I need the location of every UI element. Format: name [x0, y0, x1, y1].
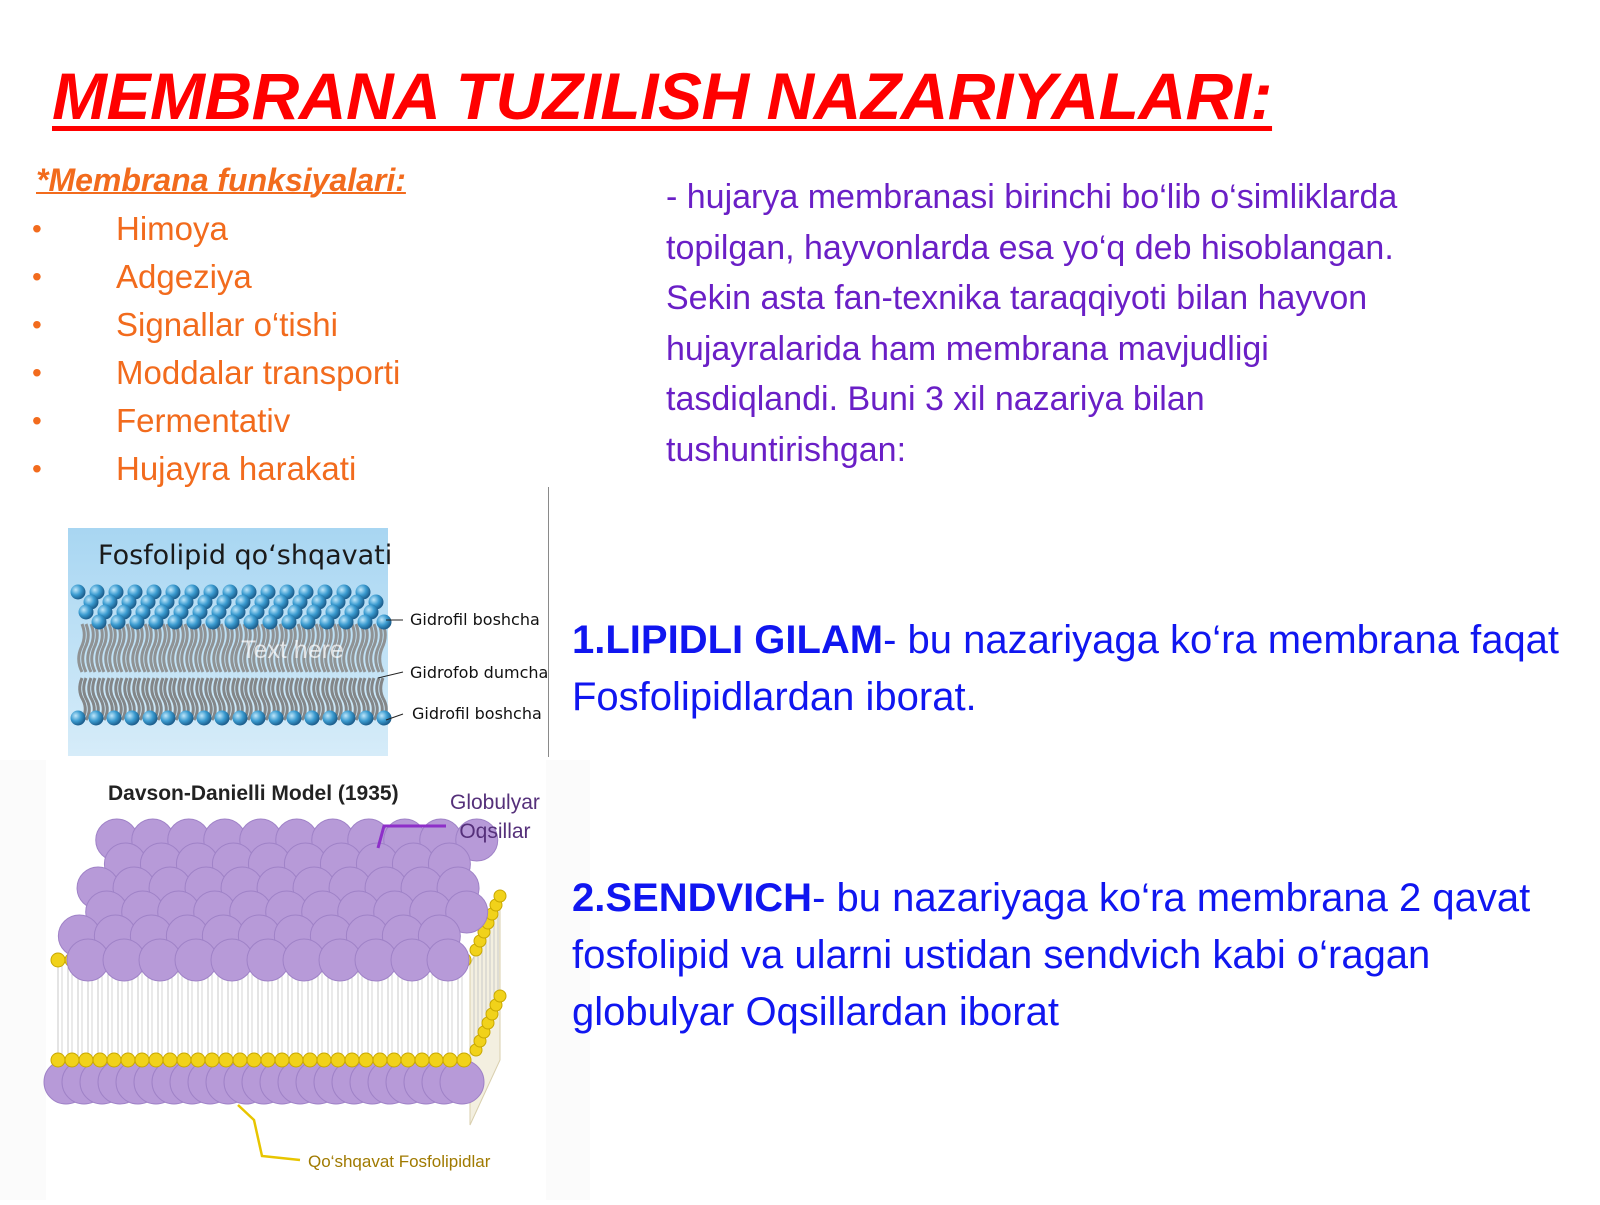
list-item	[30, 445, 400, 493]
lipid-head	[125, 711, 140, 726]
lipid-head	[303, 1053, 317, 1067]
lipid-head	[197, 711, 212, 726]
watermark-text: Text here	[241, 636, 344, 664]
bullet-icon: •	[32, 405, 42, 436]
function-item-label: Moddalar transporti	[116, 354, 401, 391]
lipid-head	[320, 615, 335, 630]
function-item-label: Hujayra harakati	[116, 450, 357, 487]
davson-danielli-figure	[0, 760, 590, 1200]
lipid-head	[206, 615, 221, 630]
lipid-head	[287, 711, 302, 726]
lipid-head	[93, 1053, 107, 1067]
figure-title: Davson-Danielli Model (1935)	[108, 782, 399, 805]
lipid-head	[219, 1053, 233, 1067]
lipid-head	[247, 1053, 261, 1067]
lipid-head	[163, 1053, 177, 1067]
lipid-head	[107, 711, 122, 726]
bullet-icon: •	[32, 309, 42, 340]
lipid-head	[341, 711, 356, 726]
lipid-head	[92, 615, 107, 630]
caption-hydrophilic-head: Gidrofil boshcha	[410, 610, 540, 629]
phospholipid-bilayer-figure	[68, 528, 548, 758]
lipid-head	[168, 615, 183, 630]
bullet-icon: •	[32, 357, 42, 388]
slide-title: MEMBRANA TUZILISH NAZARIYALARI:	[52, 59, 1273, 133]
lipid-head	[263, 615, 278, 630]
lipid-head	[377, 711, 392, 726]
lipid-head	[244, 615, 259, 630]
lipid-head	[494, 990, 506, 1002]
top-protein-layer	[58, 819, 497, 981]
lipid-head	[415, 1053, 429, 1067]
lipid-head	[79, 605, 94, 620]
lipid-head	[79, 1053, 93, 1067]
lipid-head	[130, 615, 145, 630]
lipid-head	[51, 1053, 65, 1067]
lipid-head	[149, 615, 164, 630]
theory-text: - bu nazariyaga ko‘ra membrana faqat Fosfolipidlardan iborat.	[572, 618, 1560, 719]
lipid-head	[373, 1053, 387, 1067]
function-item-label: Adgeziya	[116, 258, 252, 295]
protein-label-line: Oqsillar	[459, 820, 531, 843]
lipid-head	[205, 1053, 219, 1067]
lipid-head	[215, 711, 230, 726]
bullet-icon: •	[32, 453, 42, 484]
lipid-head	[233, 1053, 247, 1067]
lipid-head	[51, 953, 65, 967]
function-item-label: Signallar o‘tishi	[116, 306, 338, 343]
theory-name: 1.LIPIDLI GILAM	[572, 618, 884, 662]
lipid-head	[443, 1053, 457, 1067]
lipid-head	[179, 711, 194, 726]
lipid-head	[359, 1053, 373, 1067]
theory-lipid-carpet	[572, 612, 1572, 726]
lipid-head	[187, 615, 202, 630]
theory-text: - bu nazariyaga ko‘ra membrana 2 qavat fosfolipid va ularni ustidan sendvich kabi o‘ragan globulyar Oqsillardan iborat	[572, 876, 1531, 1034]
lipid-head	[323, 711, 338, 726]
intro-paragraph: - hujarya membranasi birinchi bo‘lib o‘simliklarda topilgan, hayvonlarda esa yo‘q deb hisoblangan. Sekin asta fan-texnika taraqqiyoti bilan hayvon hujayralarida ham membrana mavjudligi tasdiqlandi. Buni 3 xil nazariya bilan tushuntirishgan:	[666, 178, 1398, 469]
lipid-head	[358, 615, 373, 630]
lipid-head	[289, 1053, 303, 1067]
lipid-head	[387, 1053, 401, 1067]
lipid-head	[331, 1053, 345, 1067]
list-item	[30, 301, 400, 349]
lipid-head	[457, 1053, 471, 1067]
lipid-head	[359, 711, 374, 726]
bottom-protein-layer	[44, 1060, 484, 1104]
functions-heading: *Membrana funksiyalari:	[36, 162, 406, 198]
lipid-head	[282, 615, 297, 630]
lipid-head	[71, 585, 86, 600]
list-item	[30, 253, 400, 301]
lipid-head	[143, 711, 158, 726]
list-item	[30, 205, 400, 253]
protein-sphere	[427, 939, 469, 981]
lipid-head	[233, 711, 248, 726]
protein-label-line: Globulyar	[450, 791, 540, 814]
lipid-head	[401, 1053, 415, 1067]
theory-sandwich	[572, 870, 1572, 1041]
caption-hydrophilic-head: Gidrofil boshcha	[412, 704, 542, 723]
lipid-head	[149, 1053, 163, 1067]
function-item-label: Himoya	[116, 210, 228, 247]
caption-hydrophobic-tail: Gidrofob dumcha	[410, 663, 549, 682]
lipid-head	[377, 615, 392, 630]
lipid-head	[71, 711, 86, 726]
lipid-head	[305, 711, 320, 726]
bullet-icon: •	[32, 213, 42, 244]
bullet-icon: •	[32, 261, 42, 292]
protein-label	[450, 788, 540, 846]
lipid-head	[225, 615, 240, 630]
lipid-head	[345, 1053, 359, 1067]
figure-label: Fosfolipid qo‘shqavati	[98, 540, 393, 571]
lipid-head	[494, 890, 506, 902]
lipid-head	[65, 1053, 79, 1067]
lipid-head	[107, 1053, 121, 1067]
lipid-head	[135, 1053, 149, 1067]
lipid-head	[261, 1053, 275, 1067]
list-item	[30, 349, 400, 397]
divider-line	[548, 487, 549, 757]
lipid-head	[339, 615, 354, 630]
lipid-head	[161, 711, 176, 726]
lipid-head	[177, 1053, 191, 1067]
lipid-head	[111, 615, 126, 630]
lipid-head	[317, 1053, 331, 1067]
lipid-head	[429, 1053, 443, 1067]
list-item	[30, 397, 400, 445]
function-item-label: Fermentativ	[116, 402, 291, 439]
functions-list	[30, 205, 400, 493]
lipid-head	[275, 1053, 289, 1067]
theory-name: 2.SENDVICH	[572, 876, 813, 920]
lipid-label: Qo‘shqavat Fosfolipidlar	[308, 1152, 491, 1171]
lipid-head	[191, 1053, 205, 1067]
lipid-head	[251, 711, 266, 726]
lipid-head	[121, 1053, 135, 1067]
lipid-head	[269, 711, 284, 726]
lipid-head	[301, 615, 316, 630]
lipid-head	[89, 711, 104, 726]
